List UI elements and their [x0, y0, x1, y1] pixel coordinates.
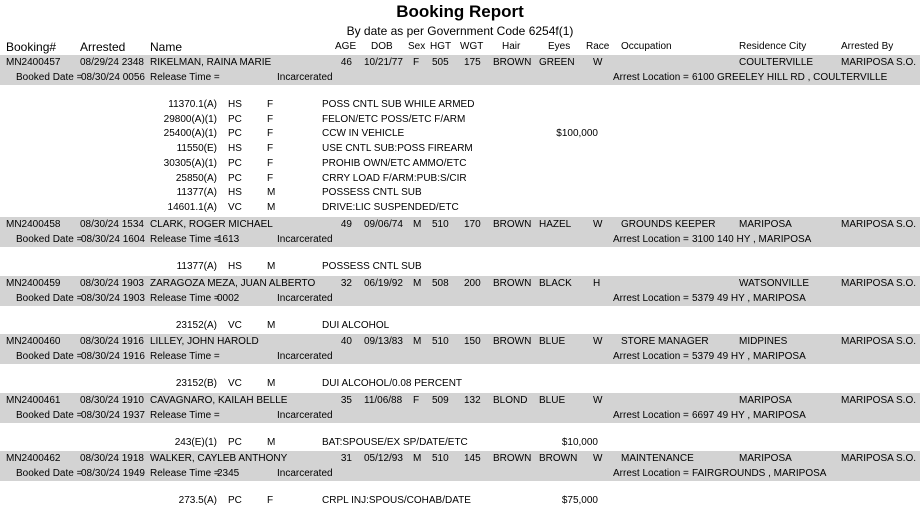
charge-code: 30305(A)(1): [163, 158, 217, 169]
hair: BROWN: [493, 278, 532, 289]
charge-type: PC: [228, 495, 242, 506]
charge-level: F: [267, 114, 274, 125]
charge-type: VC: [228, 202, 242, 213]
weight: 200: [464, 278, 481, 289]
weight: 132: [464, 395, 481, 406]
height: 510: [432, 336, 449, 347]
booked-date-label: Booked Date =: [16, 351, 83, 362]
arrested-by: MARIPOSA S.O.: [841, 278, 917, 289]
arrested-by: MARIPOSA S.O.: [841, 395, 917, 406]
hair: BROWN: [493, 453, 532, 464]
race: W: [593, 57, 603, 68]
charge-description: CCW IN VEHICLE: [322, 128, 405, 139]
charge-description: POSS CNTL SUB WHILE ARMED: [322, 99, 475, 110]
charge-code: 11377(A): [176, 261, 217, 272]
charge-description: FELON/ETC POSS/ETC F/ARM: [322, 114, 466, 125]
eyes: BLUE: [539, 395, 566, 406]
charge-code: 25850(A): [175, 173, 217, 184]
charge-type: HS: [228, 99, 242, 110]
arrested-by: MARIPOSA S.O.: [841, 219, 917, 230]
sex: F: [413, 395, 420, 406]
booked-date: 08/30/24 1916: [81, 351, 145, 362]
residence-city: COULTERVILLE: [739, 57, 814, 68]
booking-number: MN2400457: [6, 57, 61, 68]
height: 510: [432, 219, 449, 230]
charge-type: PC: [228, 128, 242, 139]
header-wgt: WGT: [460, 41, 484, 52]
arrest-location: FAIRGROUNDS , MARIPOSA: [692, 468, 827, 479]
person-name: LILLEY, JOHN HAROLD: [150, 336, 259, 347]
charge-type: PC: [228, 158, 242, 169]
eyes: BLACK: [539, 278, 572, 289]
report-subtitle: By date as per Government Code 6254f(1): [346, 24, 574, 38]
charge-description: DUI ALCOHOL/0.08 PERCENT: [322, 378, 463, 389]
residence-city: MIDPINES: [739, 336, 788, 347]
booked-date-label: Booked Date =: [16, 410, 83, 421]
height: 510: [432, 453, 449, 464]
booking-number: MN2400459: [6, 278, 61, 289]
booking-number: MN2400462: [6, 453, 61, 464]
arrested-datetime: 08/30/24 1534: [80, 219, 144, 230]
dob: 10/21/77: [364, 57, 403, 68]
weight: 150: [464, 336, 481, 347]
release-time-label: Release Time =: [150, 468, 220, 479]
hair: BLOND: [493, 395, 528, 406]
header-occupation: Occupation: [621, 41, 672, 52]
release-time-label: Release Time =: [150, 410, 220, 421]
person-name: WALKER, CAYLEB ANTHONY: [150, 453, 288, 464]
dob: 11/06/88: [364, 395, 403, 406]
release-time-label: Release Time =: [150, 234, 220, 245]
custody-status: Incarcerated: [277, 293, 333, 304]
header-arrested-by: Arrested By: [841, 41, 894, 52]
sex: F: [413, 57, 420, 68]
eyes: HAZEL: [539, 219, 572, 230]
height: 505: [432, 57, 449, 68]
charge-description: PROHIB OWN/ETC AMMO/ETC: [322, 158, 467, 169]
weight: 170: [464, 219, 481, 230]
person-name: ZARAGOZA MEZA, JUAN ALBERTO: [150, 278, 316, 289]
dob: 06/19/92: [364, 278, 403, 289]
custody-status: Incarcerated: [277, 234, 333, 245]
occupation: MAINTENANCE: [621, 453, 694, 464]
charge-description: POSSESS CNTL SUB: [322, 261, 422, 272]
race: W: [593, 219, 603, 230]
race: W: [593, 453, 603, 464]
dob: 09/13/83: [364, 336, 403, 347]
arrest-location-label: Arrest Location =: [613, 234, 689, 245]
custody-status: Incarcerated: [277, 351, 333, 362]
bail-amount: $10,000: [561, 437, 598, 448]
release-time-label: Release Time =: [150, 72, 220, 83]
age: 32: [340, 278, 352, 289]
header-dob: DOB: [371, 41, 393, 52]
race: W: [593, 336, 603, 347]
charge-level: M: [267, 202, 276, 213]
charge-description: USE CNTL SUB:POSS FIREARM: [322, 143, 473, 154]
charge-code: 29800(A)(1): [163, 114, 217, 125]
booking-number: MN2400458: [6, 219, 61, 230]
dob: 05/12/93: [364, 453, 403, 464]
charge-description: DRIVE:LIC SUSPENDED/ETC: [322, 202, 459, 213]
charge-description: BAT:SPOUSE/EX SP/DATE/ETC: [322, 437, 468, 448]
arrest-location: 3100 140 HY , MARIPOSA: [692, 234, 812, 245]
arrested-by: MARIPOSA S.O.: [841, 336, 917, 347]
charge-description: DUI ALCOHOL: [322, 320, 390, 331]
charge-level: F: [267, 143, 274, 154]
sex: M: [413, 278, 422, 289]
sex: M: [413, 453, 422, 464]
arrest-location-label: Arrest Location =: [613, 293, 689, 304]
charge-level: M: [267, 187, 276, 198]
charge-type: HS: [228, 187, 242, 198]
hair: BROWN: [493, 336, 532, 347]
header-hgt: HGT: [430, 41, 452, 52]
arrest-location-label: Arrest Location =: [613, 410, 689, 421]
charge-code: 11370.1(A): [168, 99, 217, 110]
charge-description: CRPL INJ:SPOUS/COHAB/DATE: [322, 495, 471, 506]
age: 35: [340, 395, 352, 406]
sex: M: [413, 219, 422, 230]
charge-level: F: [267, 99, 274, 110]
charge-level: M: [267, 261, 276, 272]
arrest-location: 6100 GREELEY HILL RD , COULTERVILLE: [692, 72, 888, 83]
report-title: Booking Report: [396, 2, 524, 21]
charge-level: M: [267, 320, 276, 331]
charge-code: 11377(A): [176, 187, 217, 198]
charge-code: 243(E)(1): [174, 437, 217, 448]
booking-number: MN2400461: [6, 395, 61, 406]
charge-description: CRRY LOAD F/ARM:PUB:S/CIR: [322, 173, 467, 184]
charge-code: 23152(A): [175, 320, 217, 331]
arrest-location: 5379 49 HY , MARIPOSA: [692, 293, 806, 304]
booking-number: MN2400460: [6, 336, 61, 347]
charge-type: PC: [228, 114, 242, 125]
header-age: AGE: [335, 41, 357, 52]
release-time: 0002: [217, 293, 240, 304]
booked-date: 08/30/24 1937: [81, 410, 145, 421]
arrested-by: MARIPOSA S.O.: [841, 57, 917, 68]
race: H: [593, 278, 601, 289]
sex: M: [413, 336, 422, 347]
header-hair: Hair: [502, 41, 521, 52]
age: 49: [340, 219, 352, 230]
arrested-datetime: 08/30/24 1903: [80, 278, 144, 289]
dob: 09/06/74: [364, 219, 403, 230]
arrested-datetime: 08/30/24 1916: [80, 336, 144, 347]
person-name: RIKELMAN, RAINA MARIE: [150, 57, 272, 68]
weight: 175: [464, 57, 481, 68]
residence-city: MARIPOSA: [739, 395, 792, 406]
hair: BROWN: [493, 57, 532, 68]
age: 40: [340, 336, 352, 347]
residence-city: MARIPOSA: [739, 219, 792, 230]
release-time: 2345: [217, 468, 240, 479]
booked-date: 08/30/24 0056: [81, 72, 145, 83]
arrested-datetime: 08/30/24 1910: [80, 395, 144, 406]
arrest-location-label: Arrest Location =: [613, 468, 689, 479]
charge-code: 25400(A)(1): [163, 128, 217, 139]
race: W: [593, 395, 603, 406]
booked-date: 08/30/24 1903: [81, 293, 145, 304]
header-race: Race: [586, 41, 610, 52]
residence-city: WATSONVILLE: [739, 278, 810, 289]
charge-type: VC: [228, 378, 242, 389]
booked-date-label: Booked Date =: [16, 72, 83, 83]
height: 508: [432, 278, 449, 289]
occupation: STORE MANAGER: [621, 336, 709, 347]
charge-code: 273.5(A): [178, 495, 217, 506]
charge-code: 23152(B): [175, 378, 217, 389]
header-eyes: Eyes: [548, 41, 571, 52]
eyes: BROWN: [539, 453, 578, 464]
charge-level: F: [267, 495, 274, 506]
height: 509: [432, 395, 449, 406]
booked-date: 08/30/24 1604: [81, 234, 145, 245]
custody-status: Incarcerated: [277, 468, 333, 479]
charge-description: POSSESS CNTL SUB: [322, 187, 422, 198]
arrest-location: 6697 49 HY , MARIPOSA: [692, 410, 806, 421]
arrest-location-label: Arrest Location =: [613, 72, 689, 83]
header-arrested: Arrested: [80, 40, 126, 54]
header-sex: Sex: [408, 41, 426, 52]
booked-date-label: Booked Date =: [16, 234, 83, 245]
residence-city: MARIPOSA: [739, 453, 792, 464]
bail-amount: $100,000: [556, 128, 598, 139]
release-time-label: Release Time =: [150, 293, 220, 304]
charge-level: M: [267, 437, 276, 448]
charge-code: 14601.1(A): [167, 202, 217, 213]
charge-type: HS: [228, 143, 242, 154]
custody-status: Incarcerated: [277, 410, 333, 421]
charge-code: 11550(E): [176, 143, 217, 154]
person-name: CAVAGNARO, KAILAH BELLE: [150, 395, 288, 406]
arrest-location-label: Arrest Location =: [613, 351, 689, 362]
arrested-datetime: 08/29/24 2348: [80, 57, 144, 68]
custody-status: Incarcerated: [277, 72, 333, 83]
weight: 145: [464, 453, 481, 464]
eyes: GREEN: [539, 57, 575, 68]
eyes: BLUE: [539, 336, 566, 347]
charge-type: HS: [228, 261, 242, 272]
hair: BROWN: [493, 219, 532, 230]
charge-level: F: [267, 128, 274, 139]
booked-date: 08/30/24 1949: [81, 468, 145, 479]
age: 46: [340, 57, 352, 68]
charge-type: PC: [228, 173, 242, 184]
age: 31: [340, 453, 352, 464]
release-time-label: Release Time =: [150, 351, 220, 362]
occupation: GROUNDS KEEPER: [621, 219, 716, 230]
arrested-datetime: 08/30/24 1918: [80, 453, 144, 464]
header-residence-city: Residence City: [739, 41, 807, 52]
header-name: Name: [150, 40, 183, 54]
arrest-location: 5379 49 HY , MARIPOSA: [692, 351, 806, 362]
booked-date-label: Booked Date =: [16, 293, 83, 304]
header-booking: Booking#: [6, 40, 57, 54]
person-name: CLARK, ROGER MICHAEL: [150, 219, 273, 230]
charge-type: PC: [228, 437, 242, 448]
booked-date-label: Booked Date =: [16, 468, 83, 479]
bail-amount: $75,000: [561, 495, 598, 506]
charge-type: VC: [228, 320, 242, 331]
charge-level: F: [267, 173, 274, 184]
charge-level: F: [267, 158, 274, 169]
release-time: 1613: [217, 234, 240, 245]
arrested-by: MARIPOSA S.O.: [841, 453, 917, 464]
charge-level: M: [267, 378, 276, 389]
